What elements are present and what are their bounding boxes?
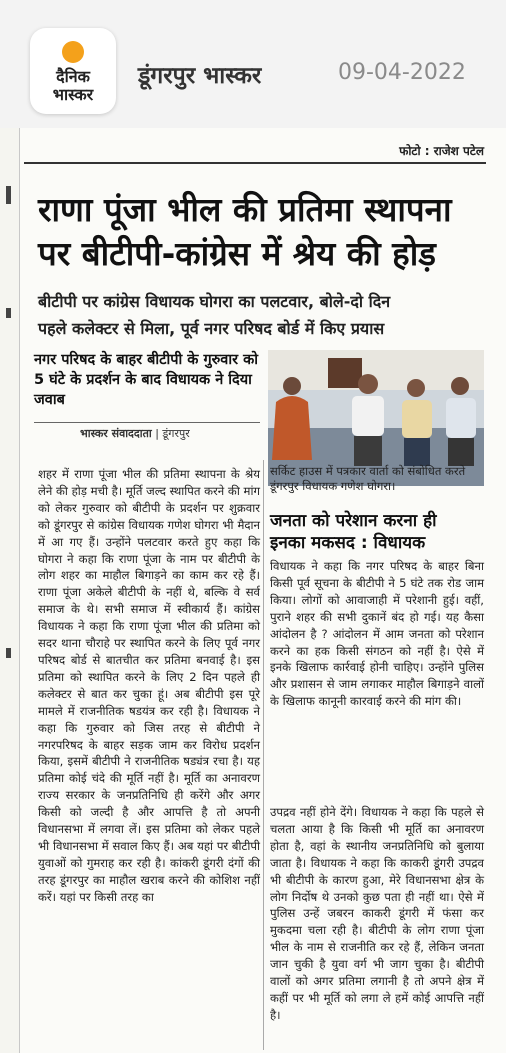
strip-mark: [6, 308, 11, 318]
strip-mark: [6, 648, 11, 658]
headline-line2: पर बीटीपी-कांग्रेस में श्रेय की होड़: [38, 234, 436, 273]
article-body-right-top: विधायक ने कहा कि नगर परिषद के बाहर बिना किसी पूर्व सूचना के बीटीपी ने 5 घंटे तक रोड जाम किया। लोगों को आवाजाही में परेशानी हुई। वहीं, पुराने शहर की सभी दुकानें बंद हो गई। यह कैसा आंदोलन है ? आंदोलन में आम जनता को परेशान करने का हक किसी संगठन को नहीं है। ऐसे में इनके खिलाफ कार्रवाई होनी चाहिए। उन्होंने पुलिस और प्रशासन से जाम लगाकर माहौल बिगाड़ने वालों के खिलाफ कानूनी कारवाई करने की मांग की।: [270, 559, 484, 709]
article-body-right-bottom: उपद्रव नहीं होने देंगे। विधायक ने कहा कि पहले से चलता आया है कि किसी भी मूर्ति का अनावरण होता है, वहां के स्थानीय जनप्रतिनिधि को बुलाया जाता है। विधायक ने कहा कि काकरी डूंगरी उपद्रव भी बीटीपी के कारण हुआ, मेरे विधानसभा क्षेत्र के लोग निर्दोष थे उनको कुछ पता ही नहीं था। ऐसे में पुलिस उन्हें जबरन काकरी डूंगरी में फंसा कर मुकदमा चला रही है। बीटीपी के लोग राणा पूंजा भील के नाम से राजनीति कर रहे हैं, लेकिन जनता जान चुकी है युवा वर्ग भी जाग चुका है। बीटीपी वालों को अगर प्रतिमा लगानी है तो अपने क्षेत्र में कहीं पर भी मूर्ति को लगा ले हमें कोई आपत्ति नहीं है।: [270, 805, 484, 1022]
edition-title: डूंगरपुर भास्कर: [138, 63, 262, 89]
newspaper-clipping: [0, 128, 506, 1053]
photo-credit: फोटो : राजेश पटेल: [399, 144, 484, 158]
byline-source: भास्कर संवाददाता: [80, 427, 152, 440]
divider: [24, 162, 486, 164]
edition-date: 09-04-2022: [338, 60, 466, 85]
section-subheading: [270, 510, 484, 554]
photo-caption: सर्किट हाउस में पत्रकार वार्ता को संबोधित करते डूंगरपुर विधायक गणेश घोगरा।: [270, 464, 466, 493]
headline-line1: राणा पूंजा भील की प्रतिमा स्थापना: [38, 190, 452, 229]
sun-icon: [62, 41, 84, 63]
divider: [34, 422, 260, 423]
section-subheading-line1: जनता को परेशान करना ही: [270, 511, 437, 531]
byline-separator: |: [155, 427, 163, 440]
byline: [80, 426, 190, 441]
column-divider: [263, 460, 264, 1050]
logo-text-line2: भास्कर: [52, 85, 94, 104]
app-header: [0, 0, 506, 128]
strip-mark: [6, 186, 11, 204]
article-body-left: शहर में राणा पूंजा भील की प्रतिमा स्थापना के श्रेय लेने की होड़ मची है। मूर्ति जल्द स्थापित करने की मांग को लेकर गुरुवार को बीटीपी के प्रदर्शन पर शुक्रवार को डूंगरपुर से कांग्रेस विधायक गणेश घोगरा भी मैदान में आ गए हैं। उन्होंने पलटवार करते हुए कहा कि घोगरा ने कहा कि राणा पूंजा के नाम पर बीटीपी के लोग शहर का माहौल बिगाड़ने का काम कर रहे हैं। राणा पूंजा अकेले बीटीपी के नहीं थे, बल्कि वे सर्व समाज के थे। सभी समाज में स्वीकार्य हैं। कांग्रेस विधायक ने कहा कि राणा पूंजा भील की प्रतिमा को सदर थाना चौराहे पर स्थापित करने के लिए पूर्व नगर परिषद बोर्ड से बातचीत कर प्रतिमा बनवाई है। इस प्रतिमा को स्थापित करने के लिए 2 दिन पहले ही कलेक्टर से बात कर चुका हूं। अब बीटीपी इस पूरे मामले में राजनीतिक षडयंत्र कर रही है। विधायक ने कहा कि गुरुवार को जिस तरह से बीटीपी ने नगरपरिषद के बाहर सड़क जाम कर विरोध प्रदर्शन किया, इसमें बीटीपी ने राजनीतिक षड्यंत्र रचा है। यह प्रतिमा कोई चंदे की मूर्ति नहीं है। मूर्ति का अनावरण राज्य सरकार के जनप्रतिनिधि ही करेंगे और अगर किसी को जल्दी है और आपत्ति है तो अपनी विधानसभा में लगवा लें। इस प्रतिमा को लेकर पहले भी विधानसभा में सवाल किए हैं। अब यहां पर बीटीपी युवाओं को गुमराह कर रही है। कांकरी डूंगरी दंगों की तरह डूंगरपुर का माहौल खराब करने की कोशिश नहीं करें। यहां पर किसी तरह का: [38, 467, 260, 904]
byline-place: डूंगरपुर: [162, 427, 190, 440]
article-blurb: नगर परिषद के बाहर बीटीपी के गुरुवार को 5 घंटे के प्रदर्शन के बाद विधायक ने दिया जवाब: [34, 352, 258, 408]
logo-text-line1: दैनिक: [56, 67, 90, 86]
adjacent-column-strip: [0, 128, 20, 1053]
subheadline-line1: बीटीपी पर कांग्रेस विधायक घोगरा का पलटवार, बोले-दो दिन: [38, 292, 391, 311]
subheadline-line2: पहले कलेक्टर से मिला, पूर्व नगर परिषद बोर्ड में किए प्रयास: [38, 319, 385, 338]
dainik-bhaskar-logo[interactable]: [30, 28, 116, 114]
section-subheading-line2: इनका मकसद : विधायक: [270, 533, 426, 553]
